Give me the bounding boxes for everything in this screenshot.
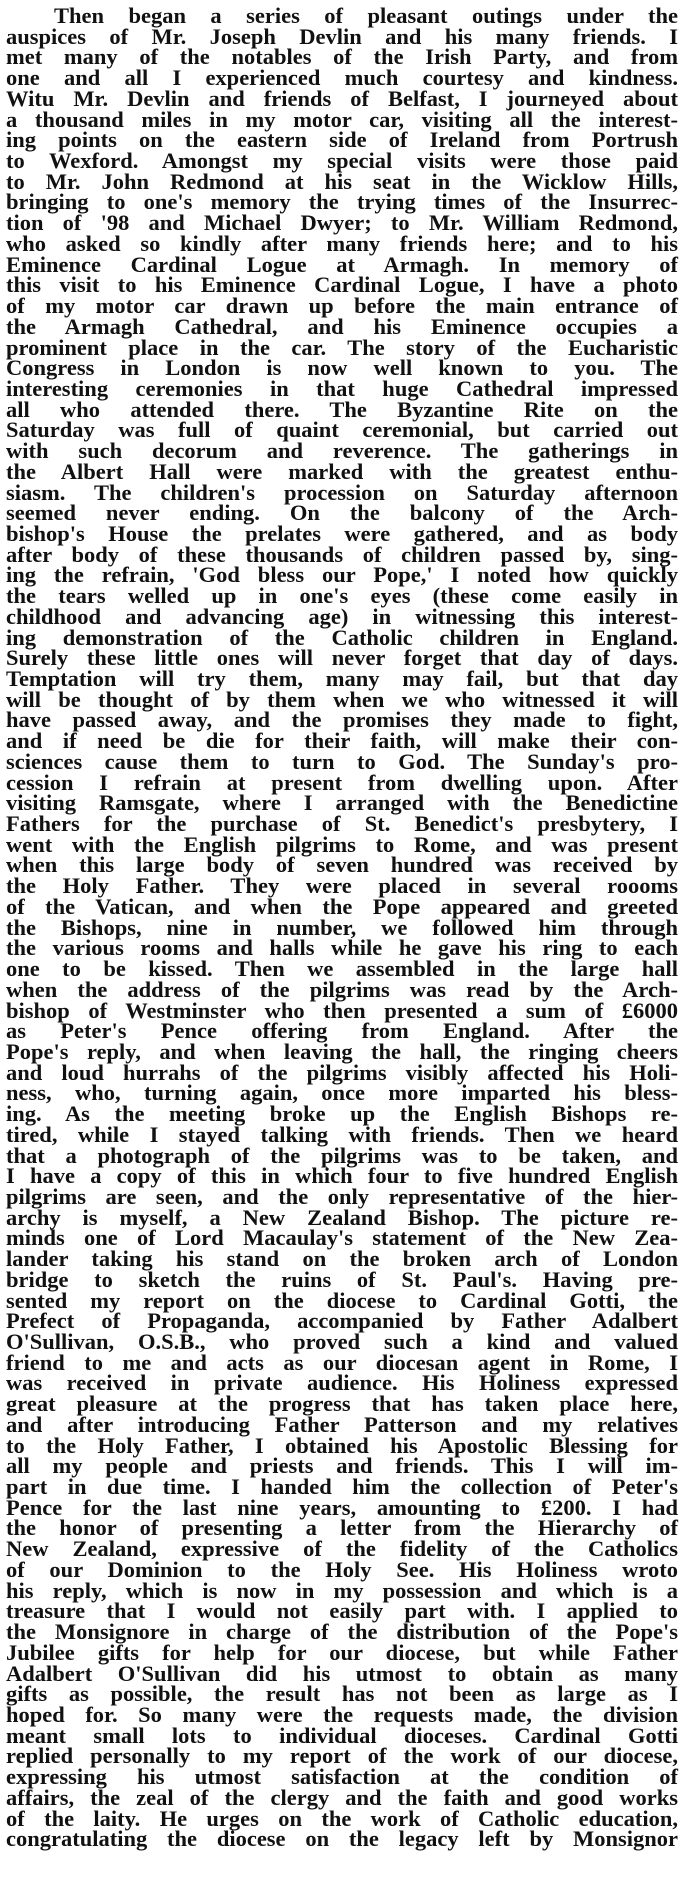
text-line: New Zealand, expressive of the fidelity of the Catholics — [6, 1536, 678, 1562]
text-line: cession I refrain at present from dwelling upon. After — [6, 769, 678, 795]
text-line: Adalbert O'Sullivan did his utmost to obtain as many — [6, 1660, 678, 1686]
text-line: will be thought of by them when we who witnessed it will — [6, 686, 678, 712]
text-line: minds one of Lord Macaulay's statement of the New Zea- — [6, 1225, 678, 1251]
text-line: tion of '98 and Michael Dwyer; to Mr. William Redmond, — [6, 210, 678, 236]
text-line: Witu Mr. Devlin and friends of Belfast, I journeyed about — [6, 85, 678, 111]
text-line: part in due time. I handed him the collection of Peter's — [6, 1474, 678, 1500]
text-line: ing the refrain, 'God bless our Pope,' I noted how quickly — [6, 562, 678, 588]
text-line: after body of these thousands of children passed by, sing- — [6, 541, 678, 567]
text-line: lander taking his stand on the broken arch of London — [6, 1246, 678, 1272]
text-line: Prefect of Propaganda, accompanied by Father Adalbert — [6, 1308, 678, 1334]
text-line: all who attended there. The Byzantine Rite on the — [6, 396, 678, 422]
text-line: replied personally to my report of the work of our diocese, — [6, 1743, 678, 1769]
text-line: bridge to sketch the ruins of St. Paul's. Having pre- — [6, 1266, 678, 1292]
text-line: ing demonstration of the Catholic children in England. — [6, 624, 678, 650]
text-line: the Monsignore in charge of the distribution of the Pope's — [6, 1619, 678, 1645]
text-line: ing. As the meeting broke up the English Bishops re- — [6, 1101, 678, 1127]
text-line: Surely these little ones will never forget that day of days. — [6, 645, 678, 671]
text-line: when the address of the pilgrims was read by the Arch- — [6, 976, 678, 1002]
text-line: Jubilee gifts for help for our diocese, but while Father — [6, 1639, 678, 1665]
text-line: auspices of Mr. Joseph Devlin and his many friends. I — [6, 23, 678, 49]
text-line: the Albert Hall were marked with the greatest enthu- — [6, 458, 678, 484]
text-line: bishop of Westminster who then presented a sum of £6000 — [6, 997, 678, 1023]
text-line: the Armagh Cathedral, and his Eminence occupies a — [6, 313, 678, 339]
text-line: his reply, which is now in my possession and which is a — [6, 1577, 678, 1603]
text-line: that a photograph of the pilgrims was to be taken, and — [6, 1142, 678, 1168]
text-line: the tears welled up in one's eyes (these come easily in — [6, 583, 678, 609]
text-line: and if need be die for their faith, will make their con- — [6, 728, 678, 754]
text-line: to Wexford. Amongst my special visits were those paid — [6, 148, 678, 174]
article-column — [6, 3, 678, 1852]
text-line: sciences cause them to turn to God. The Sunday's pro- — [6, 748, 678, 774]
text-line: hoped for. So many were the requests made, the division — [6, 1701, 678, 1727]
text-line: Then began a series of pleasant outings under the — [54, 3, 678, 28]
text-line: ness, who, turning again, once more imparted his bless- — [6, 1080, 678, 1106]
text-line: O'Sullivan, O.S.B., who proved such a kind and valued — [6, 1329, 678, 1354]
text-line: all my people and priests and friends. This I will im- — [6, 1453, 678, 1479]
text-line: the honor of presenting a letter from the Hierarchy of — [6, 1515, 678, 1541]
text-line: with such decorum and reverence. The gatherings in — [6, 438, 678, 464]
text-line: sented my report on the diocese to Cardinal Gotti, the — [6, 1287, 678, 1313]
text-line: expressing his utmost satisfaction at the condition of — [6, 1764, 678, 1790]
text-line: met many of the notables of the Irish Party, and from — [6, 44, 678, 70]
text-line: of our Dominion to the Holy See. His Holiness wroto — [6, 1556, 678, 1582]
text-line: this visit to his Eminence Cardinal Logue, I have a photo — [6, 272, 678, 298]
text-line: one to be kissed. Then we assembled in the large hall — [6, 956, 678, 982]
text-line: seemed never ending. On the balcony of the Arch- — [6, 500, 678, 526]
text-line: siasm. The children's procession on Saturday afternoon — [6, 479, 678, 505]
text-line: Temptation will try them, many may fail, but that day — [6, 666, 678, 691]
text-line: Pence for the last nine years, amounting to £200. I had — [6, 1494, 678, 1520]
text-line: bishop's House the prelates were gathered, and as body — [6, 520, 678, 546]
text-line: pilgrims are seen, and the only representative of the hier- — [6, 1183, 678, 1209]
text-line: Eminence Cardinal Logue at Armagh. In memory of — [6, 251, 678, 277]
text-line: gifts as possible, the result has not been as large as I — [6, 1681, 678, 1707]
text-line: one and all I experienced much courtesy and kindness. — [6, 65, 678, 91]
text-line: to the Holy Father, I obtained his Apostolic Blessing for — [6, 1432, 678, 1458]
text-line: prominent place in the car. The story of the Eucharistic — [6, 334, 678, 360]
text-line: was received in private audience. His Holiness expressed — [6, 1370, 678, 1396]
text-line: of the laity. He urges on the work of Catholic education, — [6, 1805, 678, 1831]
text-line: interesting ceremonies in that huge Cathedral impressed — [6, 375, 678, 401]
text-line: congratulating the diocese on the legacy left by Monsignor — [6, 1826, 678, 1852]
text-line: have passed away, and the promises they made to fight, — [6, 707, 678, 733]
text-line: affairs, the zeal of the clergy and the faith and good works — [6, 1784, 678, 1810]
text-line: childhood and advancing age) in witnessing this interest- — [6, 603, 678, 629]
text-line: Pope's reply, and when leaving the hall, the ringing cheers — [6, 1038, 678, 1064]
text-line: I have a copy of this in which four to five hundred English — [6, 1163, 678, 1189]
text-line: Congress in London is now well known to you. The — [6, 355, 678, 381]
text-line: to Mr. John Redmond at his seat in the Wicklow Hills, — [6, 168, 678, 194]
text-line: went with the English pilgrims to Rome, and was present — [6, 831, 678, 857]
text-line: who asked so kindly after many friends here; and to his — [6, 230, 678, 256]
text-line: as Peter's Pence offering from England. After the — [6, 1018, 678, 1044]
text-line: a thousand miles in my motor car, visiting all the interest- — [6, 106, 678, 132]
text-line: and loud hurrahs of the pilgrims visibly affected his Holi- — [6, 1059, 678, 1085]
text-line: great pleasure at the progress that has taken place here, — [6, 1391, 678, 1417]
text-line: of my motor car drawn up before the main entrance of — [6, 293, 678, 319]
text-line: meant small lots to individual dioceses. Cardinal Gotti — [6, 1722, 678, 1748]
text-line: the various rooms and halls while he gave his ring to each — [6, 935, 678, 961]
text-line: of the Vatican, and when the Pope appeared and greeted — [6, 893, 678, 919]
text-line: when this large body of seven hundred was received by — [6, 852, 678, 878]
text-line: Saturday was full of quaint ceremonial, but carried out — [6, 417, 678, 443]
text-line: the Holy Father. They were placed in several roooms — [6, 873, 678, 899]
text-line: and after introducing Father Patterson and my relatives — [6, 1411, 678, 1437]
text-line: ing points on the eastern side of Ireland from Portrush — [6, 127, 678, 153]
text-line: bringing to one's memory the trying times of the Insurrec- — [6, 189, 678, 215]
text-line: visiting Ramsgate, where I arranged with the Benedictine — [6, 790, 678, 816]
text-line: archy is myself, a New Zealand Bishop. The picture re- — [6, 1204, 678, 1230]
text-line: treasure that I would not easily part with. I applied to — [6, 1598, 678, 1624]
text-line: tired, while I stayed talking with friends. Then we heard — [6, 1121, 678, 1147]
text-line: the Bishops, nine in number, we followed him through — [6, 914, 678, 940]
text-line: Fathers for the purchase of St. Benedict's presbytery, I — [6, 811, 678, 837]
text-line: friend to me and acts as our diocesan agent in Rome, I — [6, 1349, 678, 1375]
